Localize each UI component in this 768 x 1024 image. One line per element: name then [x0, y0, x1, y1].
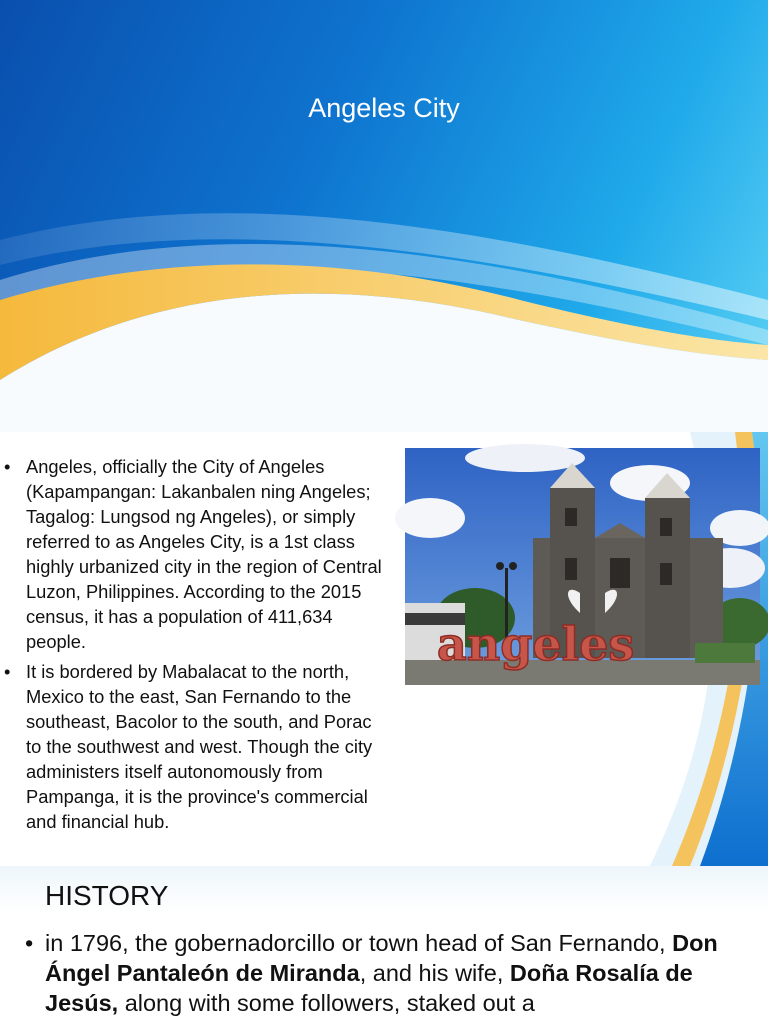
bullet-text: Angeles, officially the City of Angeles (Kapampangan: Lakanbalen ning Angeles; Tagalog: Lungsod ng Angeles), or simply referred to as Angeles City, is a 1st class highly urbanized city in the region of Central Luzon, Philippines. According to the 2015 census, it has a population of 411,634 people. — [26, 456, 382, 652]
bullet-dot: • — [4, 456, 11, 477]
bullet-text: It is bordered by Mabalacat to the north, Mexico to the east, San Fernando to the southeast, Bacolor to the south, and Porac to the southwest and west. Though the city administers itself autonomously from Pampanga, it is the province's commercial and financial hub. — [26, 661, 373, 832]
history-text-2: , and his wife, — [359, 960, 510, 986]
bullet-list — [4, 454, 386, 866]
cathedral-photo — [405, 448, 760, 685]
city-sign-text: angeles — [437, 617, 635, 671]
history-slide — [0, 866, 768, 1024]
title-slide — [0, 0, 768, 432]
slide-title: Angeles City — [308, 93, 460, 123]
list-item — [4, 659, 386, 834]
history-text-1: in 1796, the gobernadorcillo or town head of San Fernando, — [45, 930, 673, 956]
wave-decoration — [0, 0, 768, 432]
list-item — [4, 454, 386, 654]
bullet-dot: • — [25, 930, 34, 956]
history-heading: HISTORY — [45, 880, 169, 911]
history-bold-1: Don Ángel Pantaleón de Miranda — [45, 930, 718, 986]
history-bold-2: Doña Rosalía de Jesús, — [45, 960, 693, 1016]
content-slide — [0, 432, 768, 866]
history-paragraph — [25, 928, 745, 1018]
history-text-3: along with some followers, staked out a — [118, 990, 535, 1016]
bullet-dot: • — [4, 661, 11, 682]
